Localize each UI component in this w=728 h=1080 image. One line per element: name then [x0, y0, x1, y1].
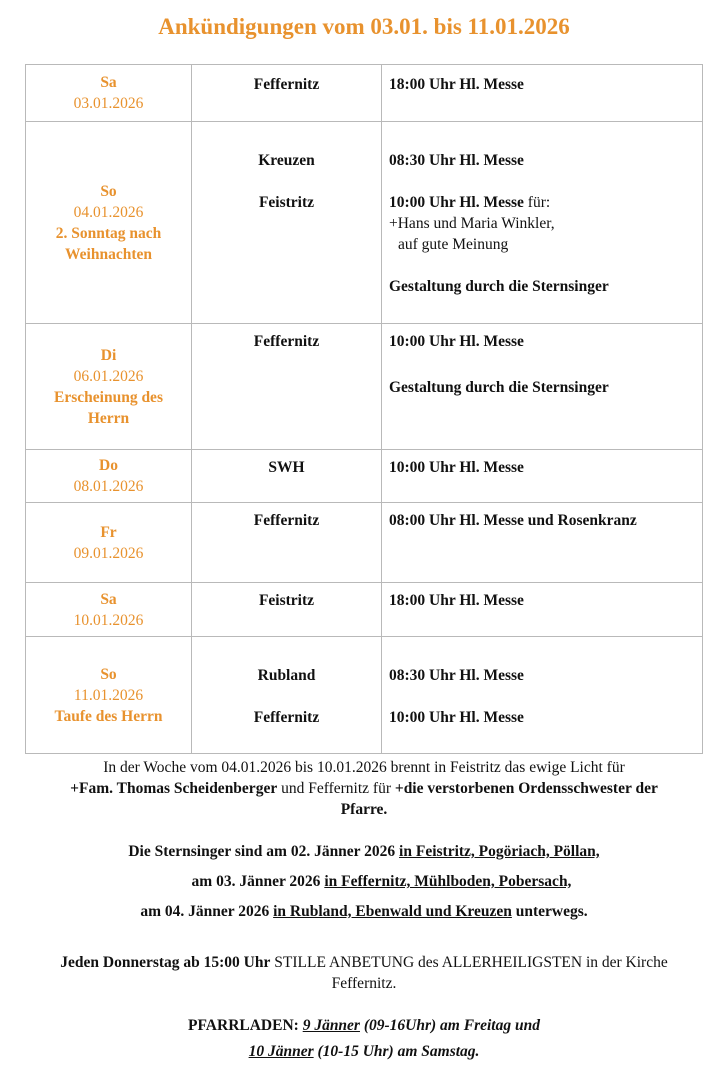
table-row	[26, 583, 703, 637]
date: 06.01.2026	[73, 367, 144, 385]
note-places: in Feistritz, Pogöriach, Pöllan,	[399, 843, 600, 860]
note-text: (10-15 Uhr) am Samstag.	[313, 1043, 480, 1060]
event-cell	[382, 503, 703, 583]
place-cell	[192, 122, 382, 324]
day-cell	[26, 122, 192, 324]
place-cell	[192, 324, 382, 450]
table-row	[26, 122, 703, 324]
eternal-light-note	[0, 757, 728, 820]
date: 10.01.2026	[73, 611, 144, 629]
note-line: Feffernitz.	[331, 975, 397, 992]
date: 11.01.2026	[73, 686, 144, 704]
place-cell	[192, 503, 382, 583]
sternsinger-note	[0, 841, 728, 931]
note-places: in Feffernitz, Mühlboden, Pobersach,	[324, 873, 572, 890]
day-cell	[26, 583, 192, 637]
place: Rubland	[257, 667, 316, 684]
note-text: unterwegs.	[511, 903, 588, 920]
occasion: 2. Sonntag nach Weihnachten	[55, 224, 162, 263]
place: Feffernitz	[253, 512, 320, 529]
intention: auf gute Meinung	[398, 236, 509, 253]
note-text: am 04. Jänner 2026	[140, 903, 274, 920]
table-row	[26, 324, 703, 450]
event	[389, 192, 702, 213]
event-note: Gestaltung durch die Sternsinger	[389, 278, 609, 295]
place-cell	[192, 65, 382, 122]
place: Feistritz	[258, 592, 315, 609]
weekday: Di	[100, 346, 117, 364]
weekday: So	[100, 182, 117, 200]
weekday: So	[100, 665, 117, 683]
place: Feffernitz	[253, 709, 320, 726]
note-name: +die verstorbenen Ordensschwester der	[394, 780, 658, 797]
place: Feistritz	[258, 194, 315, 211]
place: Kreuzen	[258, 152, 315, 169]
note-text: Die Sternsinger sind am 02. Jänner 2026	[128, 843, 400, 860]
event: 18:00 Uhr Hl. Messe	[389, 592, 524, 609]
event: 08:00 Uhr Hl. Messe und Rosenkranz	[389, 512, 637, 529]
note-places: in Rubland, Ebenwald und Kreuzen	[273, 903, 512, 920]
date: 09.01.2026	[73, 544, 144, 562]
note-text: und Feffernitz für	[277, 780, 395, 797]
date: 08.01.2026	[73, 478, 144, 495]
occasion: Taufe des Herrn	[54, 707, 163, 725]
weekday: Fr	[100, 523, 117, 541]
place-cell	[192, 637, 382, 754]
table-row	[26, 637, 703, 754]
note-text: am 03. Jänner 2026	[191, 873, 325, 890]
note-date: 10 Jänner	[248, 1043, 314, 1060]
event: 10:00 Uhr Hl. Messe	[389, 333, 524, 350]
event: 08:30 Uhr Hl. Messe	[389, 152, 524, 169]
adoration-note	[0, 952, 728, 994]
event-cell	[382, 65, 703, 122]
weekday: Sa	[100, 590, 117, 608]
event: 10:00 Uhr Hl. Messe	[389, 709, 524, 726]
day-cell	[26, 324, 192, 450]
schedule-table	[25, 64, 703, 754]
event-cell	[382, 583, 703, 637]
weekday: Sa	[100, 74, 117, 91]
day-cell	[26, 450, 192, 503]
table-row	[26, 503, 703, 583]
place-cell	[192, 450, 382, 503]
weekday: Do	[99, 457, 118, 474]
intention: +Hans und Maria Winkler,	[389, 215, 555, 232]
event-cell	[382, 324, 703, 450]
place: Feffernitz	[253, 76, 320, 93]
note-date: 9 Jänner	[302, 1017, 360, 1034]
date: 04.01.2026	[73, 203, 144, 221]
place: Feffernitz	[253, 333, 320, 350]
event: 08:30 Uhr Hl. Messe	[389, 667, 524, 684]
note-text: (09-16Uhr) am Freitag und	[359, 1017, 540, 1034]
note-text: STILLE ANBETUNG des ALLERHEILIGSTEN in der Kirche	[270, 954, 668, 971]
day-cell	[26, 65, 192, 122]
event-note: Gestaltung durch die Sternsinger	[389, 379, 609, 396]
event-time: 10:00 Uhr Hl. Messe	[389, 194, 524, 211]
table-row	[26, 65, 703, 122]
note-line: Pfarre.	[340, 801, 388, 818]
note-time: Jeden Donnerstag ab 15:00 Uhr	[60, 954, 271, 971]
event-cell	[382, 637, 703, 754]
event-suffix: für:	[523, 194, 551, 211]
page-title: Ankündigungen vom 03.01. bis 11.01.2026	[158, 14, 570, 39]
note-line: In der Woche vom 04.01.2026 bis 10.01.2026 brennt in Feistritz das ewige Licht für	[103, 759, 625, 776]
event-cell	[382, 450, 703, 503]
place: SWH	[268, 459, 305, 476]
place-cell	[192, 583, 382, 637]
event: 10:00 Uhr Hl. Messe	[389, 459, 524, 476]
day-cell	[26, 637, 192, 754]
note-label: PFARRLADEN:	[188, 1017, 303, 1034]
event-cell	[382, 122, 703, 324]
occasion: Erscheinung des Herrn	[54, 388, 163, 427]
event: 18:00 Uhr Hl. Messe	[389, 76, 524, 93]
table-row	[26, 450, 703, 503]
pfarrladen-note	[0, 1015, 728, 1062]
day-cell	[26, 503, 192, 583]
note-name: +Fam. Thomas Scheidenberger	[70, 780, 278, 797]
date: 03.01.2026	[73, 95, 144, 112]
